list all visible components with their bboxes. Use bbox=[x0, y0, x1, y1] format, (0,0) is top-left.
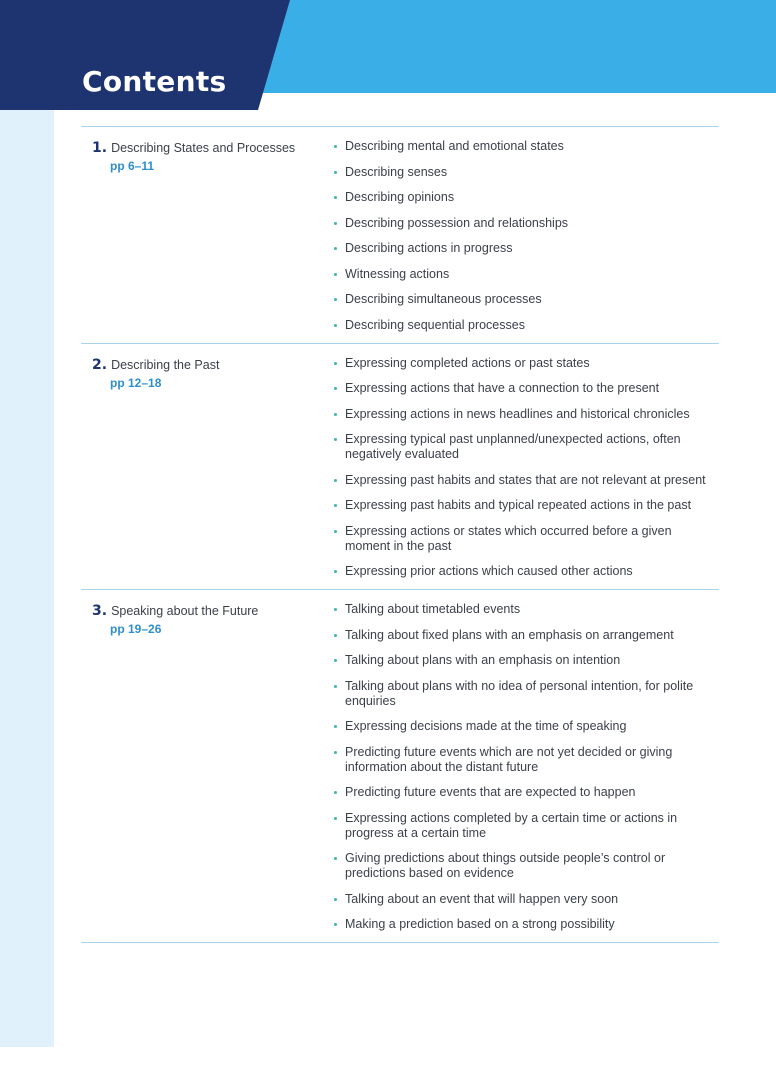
topic-list bbox=[333, 602, 719, 932]
topic-list bbox=[333, 139, 719, 333]
topic-item: Expressing decisions made at the time of speaking bbox=[333, 719, 719, 734]
topic-item: Talking about plans with no idea of personal intention, for polite enquiries bbox=[333, 679, 719, 709]
topic-item: Expressing typical past unplanned/unexpected actions, often negatively evaluated bbox=[333, 432, 719, 462]
topic-item: Describing sequential processes bbox=[333, 318, 719, 333]
topic-item: Describing simultaneous processes bbox=[333, 292, 719, 307]
topic-list bbox=[333, 356, 719, 580]
topic-item: Expressing past habits and typical repeated actions in the past bbox=[333, 498, 719, 513]
page-title: Contents bbox=[82, 65, 227, 98]
topic-item: Expressing actions or states which occurred before a given moment in the past bbox=[333, 524, 719, 554]
section-title: Describing States and Processes bbox=[111, 141, 296, 155]
topic-item: Expressing actions completed by a certain time or actions in progress at a certain time bbox=[333, 811, 719, 841]
topic-item: Expressing actions in news headlines and historical chronicles bbox=[333, 407, 719, 422]
topic-item: Describing senses bbox=[333, 165, 719, 180]
topic-item: Describing mental and emotional states bbox=[333, 139, 719, 154]
section-number: 1. bbox=[92, 140, 108, 156]
contents-table bbox=[81, 126, 719, 943]
section-number: 3. bbox=[92, 603, 108, 619]
topic-item: Making a prediction based on a strong possibility bbox=[333, 917, 719, 932]
topic-item: Expressing prior actions which caused other actions bbox=[333, 564, 719, 579]
section-heading bbox=[92, 357, 327, 391]
topic-item: Describing opinions bbox=[333, 190, 719, 205]
topic-item: Talking about plans with an emphasis on intention bbox=[333, 653, 719, 668]
section-number: 2. bbox=[92, 356, 108, 373]
topic-item: Talking about timetabled events bbox=[333, 602, 719, 617]
section-3 bbox=[81, 590, 719, 943]
section-heading bbox=[92, 140, 327, 174]
section-title: Describing the Past bbox=[111, 357, 220, 372]
topic-item: Expressing completed actions or past states bbox=[333, 356, 719, 371]
topic-item: Predicting future events that are expected to happen bbox=[333, 785, 719, 800]
topic-item: Giving predictions about things outside people’s control or predictions based on evidence bbox=[333, 851, 719, 881]
topic-item: Predicting future events which are not yet decided or giving information about the distant future bbox=[333, 745, 719, 775]
side-strip bbox=[0, 110, 54, 1047]
topic-item: Talking about fixed plans with an emphasis on arrangement bbox=[333, 628, 719, 643]
section-2 bbox=[81, 344, 719, 591]
topic-item: Witnessing actions bbox=[333, 267, 719, 282]
section-title: Speaking about the Future bbox=[111, 604, 259, 618]
section-pages: pp 19–26 bbox=[110, 622, 162, 636]
section-1 bbox=[81, 127, 719, 344]
topic-item: Talking about an event that will happen very soon bbox=[333, 892, 719, 907]
topic-item: Expressing actions that have a connection to the present bbox=[333, 381, 719, 396]
section-pages: pp 6–11 bbox=[110, 159, 155, 173]
topic-item: Expressing past habits and states that are not relevant at present bbox=[333, 473, 719, 488]
topic-item: Describing possession and relationships bbox=[333, 216, 719, 231]
section-pages: pp 12–18 bbox=[110, 375, 162, 390]
section-heading bbox=[92, 603, 327, 637]
topic-item: Describing actions in progress bbox=[333, 241, 719, 256]
